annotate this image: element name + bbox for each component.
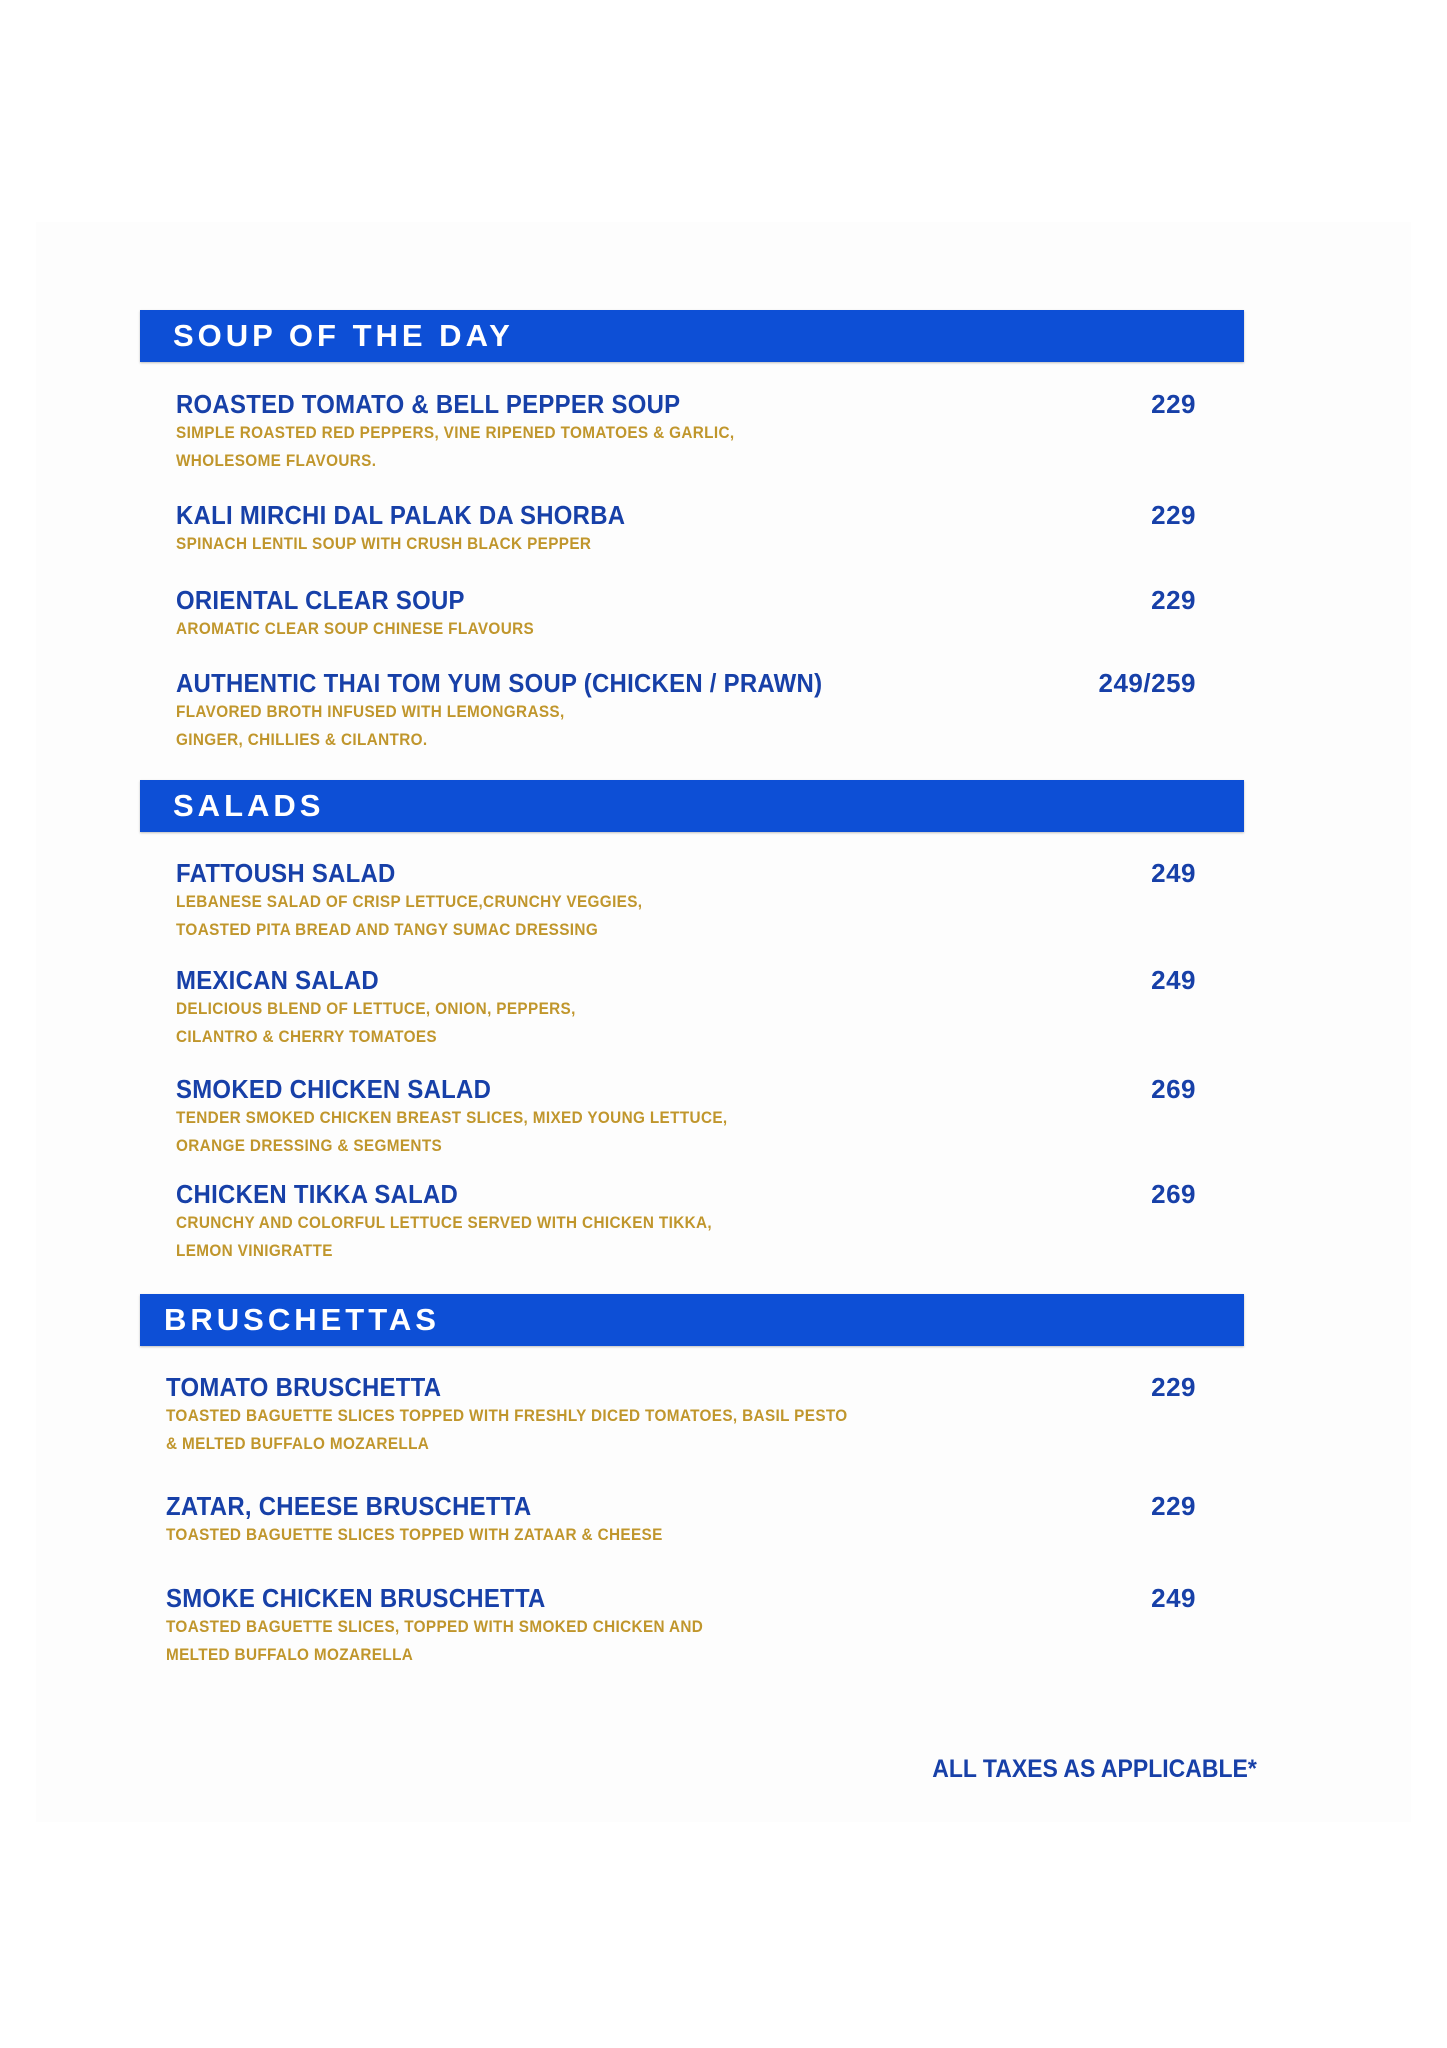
item-description-line: DELICIOUS BLEND OF LETTUCE, ONION, PEPPERS, [176,999,576,1018]
item-name: SMOKE CHICKEN BRUSCHETTA [166,1583,546,1613]
menu-item [176,858,1236,944]
menu-item [176,965,1236,1051]
item-name: FATTOUSH SALAD [176,858,396,888]
item-description-line: TOASTED BAGUETTE SLICES TOPPED WITH FRESHLY DICED TOMATOES, BASIL PESTO [166,1406,848,1425]
item-price: 249 [1151,1583,1196,1613]
item-name: CHICKEN TIKKA SALAD [176,1179,459,1209]
item-name: AUTHENTIC THAI TOM YUM SOUP (CHICKEN / PRAWN) [176,668,823,698]
item-price: 229 [1151,1491,1196,1521]
item-description-line: SPINACH LENTIL SOUP WITH CRUSH BLACK PEPPER [176,534,592,553]
item-name: ZATAR, CHEESE BRUSCHETTA [166,1491,532,1521]
item-description-line: TOASTED PITA BREAD AND TANGY SUMAC DRESSING [176,920,599,939]
item-name: TOMATO BRUSCHETTA [166,1372,442,1402]
item-description-line: LEBANESE SALAD OF CRISP LETTUCE,CRUNCHY VEGGIES, [176,892,643,911]
item-description-line: CILANTRO & CHERRY TOMATOES [176,1027,437,1046]
item-price: 269 [1151,1074,1196,1104]
item-description-line: TENDER SMOKED CHICKEN BREAST SLICES, MIXED YOUNG LETTUCE, [176,1108,728,1127]
item-description-line: WHOLESOME FLAVOURS. [176,451,377,470]
item-description-line: TOASTED BAGUETTE SLICES, TOPPED WITH SMOKED CHICKEN AND [166,1617,704,1636]
item-name: ORIENTAL CLEAR SOUP [176,585,465,615]
section-title: SOUP OF THE DAY [173,318,514,353]
menu-item [176,389,1236,475]
item-price: 229 [1151,500,1196,530]
item-name: MEXICAN SALAD [176,965,379,995]
menu-item [176,1179,1236,1265]
item-name: SMOKED CHICKEN SALAD [176,1074,492,1104]
item-description-line: ORANGE DRESSING & SEGMENTS [176,1136,443,1155]
item-description-line: GINGER, CHILLIES & CILANTRO. [176,730,428,749]
item-name: ROASTED TOMATO & BELL PEPPER SOUP [176,389,681,419]
taxes-note: ALL TAXES AS APPLICABLE* [932,1755,1257,1783]
section-title: SALADS [173,788,325,823]
item-description-line: TOASTED BAGUETTE SLICES TOPPED WITH ZATAAR & CHEESE [166,1525,663,1544]
menu-item [176,500,1236,558]
item-price: 229 [1151,1372,1196,1402]
section-title: BRUSCHETTAS [164,1302,440,1337]
menu-item [176,1074,1236,1160]
menu-item [166,1583,1226,1669]
item-description-line: CRUNCHY AND COLORFUL LETTUCE SERVED WITH CHICKEN TIKKA, [176,1213,713,1232]
item-price: 229 [1151,585,1196,615]
section-header-salads [140,780,1244,832]
item-price: 249 [1151,858,1196,888]
item-price: 249 [1151,965,1196,995]
item-price: 229 [1151,389,1196,419]
menu-item [166,1372,1226,1458]
menu-item [176,585,1236,643]
item-description-line: SIMPLE ROASTED RED PEPPERS, VINE RIPENED TOMATOES & GARLIC, [176,423,735,442]
item-description-line: MELTED BUFFALO MOZARELLA [166,1645,414,1664]
item-name: KALI MIRCHI DAL PALAK DA SHORBA [176,500,626,530]
menu-item [176,668,1236,754]
section-header-bruschettas [140,1294,1244,1346]
item-description-line: & MELTED BUFFALO MOZARELLA [166,1434,430,1453]
item-price: 269 [1151,1179,1196,1209]
item-price: 249/259 [1098,668,1196,698]
item-description-line: FLAVORED BROTH INFUSED WITH LEMONGRASS, [176,702,565,721]
menu-item [166,1491,1226,1549]
item-description-line: LEMON VINIGRATTE [176,1241,333,1260]
item-description-line: AROMATIC CLEAR SOUP CHINESE FLAVOURS [176,619,535,638]
section-header-soup [140,310,1244,362]
